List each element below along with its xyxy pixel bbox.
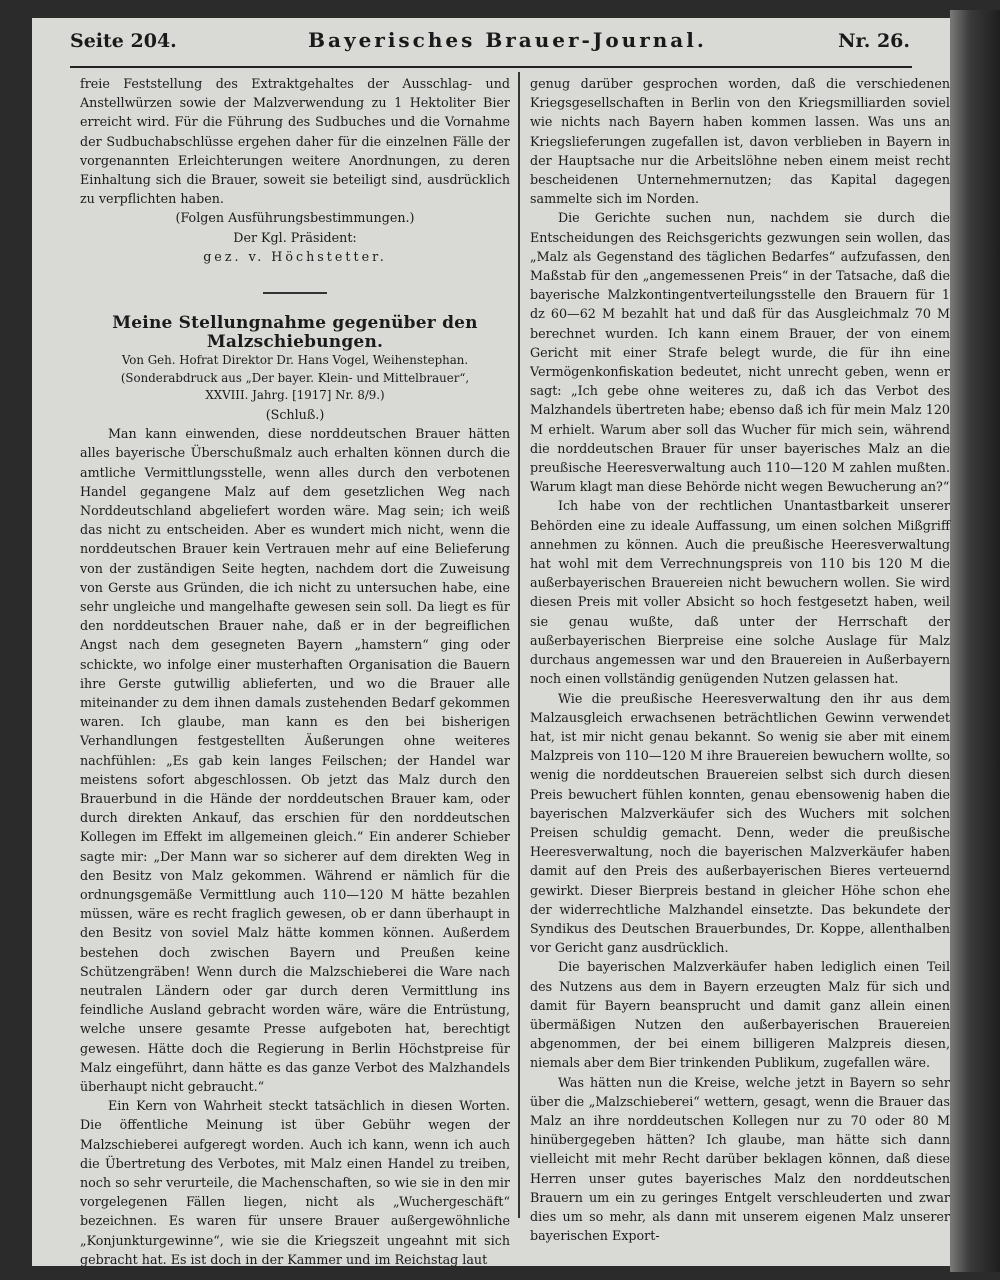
article-paragraph: Was hätten nun die Kreise, welche jetzt in Bayern so sehr über die „Malzschieberei“ wettern, gesagt, wenn die Brauer das Malz an ihre norddeutschen Kollegen nur zu 70 oder 80 M hinübergegeben hätten? Ich glaube, man hätte sich dann vielleicht mit mehr Recht darüber beklagen können, daß diese Herren unser gutes bayerisches Malz den norddeutschen Brauern um ein zu geringes Entgelt verschleuderten und zwar dies um so mehr, als dann mit unserem eigenen Malz unserer bayerischen Export-: [530, 1074, 950, 1244]
journal-title: Bayerisches Brauer-Journal.: [308, 28, 707, 52]
article-paragraph: Wie die preußische Heeresverwaltung den ihr aus dem Malzausgleich erwachsenen beträchtlichen Gewinn verwendet hat, ist mir nicht genau bekannt. So wenig sie aber mit einem Malzpreis von 110—120 M ihre Brauereien bewuchern wollte, so wenig die norddeutschen Brauereien selbst sich durch diesen Preis bewuchert fühlen konnten, genau ebensowenig haben die bayerischen Malzverkäufer sich des Wuchers mit solchen Preisen schuldig gemacht. Denn, weder die preußische Heeresverwaltung, noch die bayerischen Malzverkäufer haben damit auf den Preis des außerbayerischen Bieres verteuernd gewirkt. Dieser Bierpreis bestand in gleicher Höhe schon ehe der widerrechtliche Malzhandel einsetzte. Das bekundete der Syndikus des Deutschen Brauerbundes, Dr. Koppe, allenthalben vor Gericht ganz ausdrücklich.: [530, 690, 950, 956]
issue-number: Nr. 26.: [838, 30, 910, 52]
page-number: Seite 204.: [70, 30, 177, 52]
article-paragraph: genug darüber gesprochen worden, daß die verschiedenen Kriegsgesellschaften in Berlin von den Kriegsmilliarden soviel wie nichts nach Bayern haben kommen lassen. Was uns an Kriegslieferungen zugefallen ist, davon verblieben in Bayern in der Hauptsache nur die Arbeitslöhne neben einem meist recht bescheidenen Unternehmernutzen; das Kapital dagegen sammelte sich im Norden.: [530, 76, 950, 207]
continuation-paragraph: freie Feststellung des Extraktgehaltes der Ausschlag- und Anstellwürzen sowie der Malzverwendung zu 1 Hektoliter Bier erreicht wird. Für die Führung des Sudbuches und die Vornahme der Sudbuchabschlüsse ergehen daher für die einzelnen Fälle der vorgenannten Erleichterungen weitere Anordnungen, zu deren Einhaltung sich die Brauer, soweit sie beteiligt sind, ausdrücklich zu verpflichten haben.: [80, 76, 510, 207]
left-column: [80, 74, 510, 1269]
article-paragraph: Die bayerischen Malzverkäufer haben lediglich einen Teil des Nutzens aus dem in Bayern erzeugten Malz für sich und damit für Bayern beansprucht und damit ganz allein einen übermäßigen Nutzen den außerbayerischen Brauereien abgenommen, der bei einem billigeren Malzpreis diesen, niemals aber dem Bier trinkenden Publikum, zugefallen wäre.: [530, 959, 950, 1071]
follow-note: (Folgen Ausführungsbestimmungen.): [175, 210, 415, 226]
page-header: [70, 28, 910, 68]
column-divider: [518, 72, 520, 1218]
right-column: [530, 74, 950, 1245]
article-paragraph: Ich habe von der rechtlichen Unantastbarkeit unserer Behörden eine zu ideale Auffassung, um einen solchen Mißgriff annehmen zu können. Auch die preußische Heeresverwaltung hat wohl mit dem Verrechnungspreis von 110 bis 120 M die außerbayerischen Brauereien nicht bewuchern wollen. Sie wird diesen Preis mit voller Absicht so hoch festgesetzt haben, weil sie genau wußte, daß unter der Herrschaft der außerbayerischen Bierpreise eine solche Auslage für Malz durchaus angemessen war und den Brauereien in Außerbayern noch einen vollständig genügenden Nutzen gelassen hat.: [530, 498, 950, 687]
header-rule: [70, 66, 912, 68]
article-separator: [263, 292, 327, 294]
article-title: Meine Stellungnahme gegenüber den Malzschiebungen.: [112, 313, 478, 353]
article-paragraph: Ein Kern von Wahrheit steckt tatsächlich in diesen Worten. Die öffentliche Meinung ist über Gebühr wegen der Malzschieberei aufgeregt worden. Auch ich kann, wenn ich auch die Übertretung des Verbotes, mit Malz einen Handel zu treiben, noch so sehr verurteile, die Machenschaften, so wie sie in den mir vorgelegenen Fällen liegen, nicht als „Wuchergeschäft“ bezeichnen. Es waren für unsere Brauer außergewöhnliche „Konjunkturgewinne“, wie sie die Kriegszeit ungeahnt mit sich gebracht hat. Es ist doch in der Kammer und im Reichstag laut: [80, 1098, 510, 1267]
article-source-issue: XXVIII. Jahrg. [1917] Nr. 8/9.): [205, 388, 385, 403]
article-paragraph: Man kann einwenden, diese norddeutschen Brauer hätten alles bayerische Überschußmalz auch erhalten können durch die amtliche Vermittlungsstelle, wenn alles durch den verbotenen Handel gegangene Malz auf dem gesetzlichen Weg nach Norddeutschland abgeliefert worden wäre. Mag sein; ich weiß das nicht zu entscheiden. Aber es wundert mich nicht, wenn die norddeutschen Brauer kein Vertrauen mehr auf eine Belieferung von der zuständigen Seite hegten, nachdem dort die Zuweisung von Gerste aus Gründen, die ich nicht zu untersuchen habe, eine sehr ungleiche und mangelhafte gewesen sein soll. Da liegt es für den norddeutschen Brauer nahe, daß er in der begreiflichen Angst nach dem gesegneten Bayern „hamstern“ ging oder schickte, wo infolge einer musterhaften Organisation die Bauern ihre Gerste gutwillig ablieferten, und wo die Brauer alle miteinander zu dem ihnen damals zustehenden Bedarf gekommen waren. Ich glaube, man kann es den bei bisherigen Verhandlungen festgestellten Äußerungen ohne weiteres nachfühlen: „Es gab kein langes Feilschen; der Handel war meistens sofort abgeschlossen. Ob jetzt das Malz durch den Brauerbund in die Hände der norddeutschen Brauer kam, oder durch direkten Ankauf, das erschien für den norddeutschen Kollegen im Effekt im allgemeinen gleich.“ Ein anderer Schieber sagte mir: „Der Mann war so sicherer auf dem direkten Weg in den Besitz von Malz gekommen. Während er nämlich für die ordnungsgemäße Vermittlung auch 110—120 M hätte bezahlen müssen, wäre es recht fraglich gewesen, ob er dann überhaupt in den Besitz von soviel Malz hätte kommen können. Außerdem bestehen doch zwischen Bayern und Preußen keine Schützengräben! Wenn durch die Malzschieberei die Ware nach neutralen Ländern oder gar durch deren Vermittlung ins feindliche Ausland gebracht worden wäre, wäre die Entrüstung, welche unsere gesamte Presse aufgeboten hat, berechtigt gewesen. Hätte doch die Regierung in Berlin Höchstpreise für Malz eingeführt, dann hätte es das ganze Verbot des Malzhandels überhaupt nicht gebraucht.“: [80, 426, 510, 1095]
article-paragraph: Die Gerichte suchen nun, nachdem sie durch die Entscheidungen des Reichsgerichts gezwungen sein wollen, das „Malz als Gegenstand des täglichen Bedarfes“ aufzufassen, den Maßstab für den „angemessenen Preis“ in der Tatsache, daß die bayerische Malzkontingentverteilungsstelle den Brauern für 1 dz 60—62 M bezahlt hat und daß für das Ausgleichmalz 70 M berechnet wurden. Ich kann einem Brauer, der von einem Gericht mit einer Strafe belegt wurde, die für ihn eine Vermögenkonfiskation bedeutet, nicht unrecht geben, wenn er sagt: „Ich gebe ohne weiteres zu, daß ich das Verbot des Malzhandels übertreten habe; ebenso daß ich für mein Malz 120 M erhielt. Warum aber soll das Wucher für mich sein, während die norddeutschen Brauer für unser bayerisches Malz an die preußische Heeresverwaltung auch 110—120 M zahlen mußten. Warum klagt man diese Behörde nicht wegen Bewucherung an?“: [530, 210, 950, 495]
signature-name: gez. v. Höchstetter.: [203, 248, 387, 264]
page-edge-shadow: [950, 10, 1000, 1272]
article-byline: Von Geh. Hofrat Direktor Dr. Hans Vogel, Weihenstephan.: [121, 353, 469, 368]
signature-title: Der Kgl. Präsident:: [233, 229, 357, 245]
conclusion-mark: (Schluß.): [265, 406, 325, 422]
article-source: (Sonderabdruck aus „Der bayer. Klein- und Mittelbrauer“,: [120, 370, 470, 385]
